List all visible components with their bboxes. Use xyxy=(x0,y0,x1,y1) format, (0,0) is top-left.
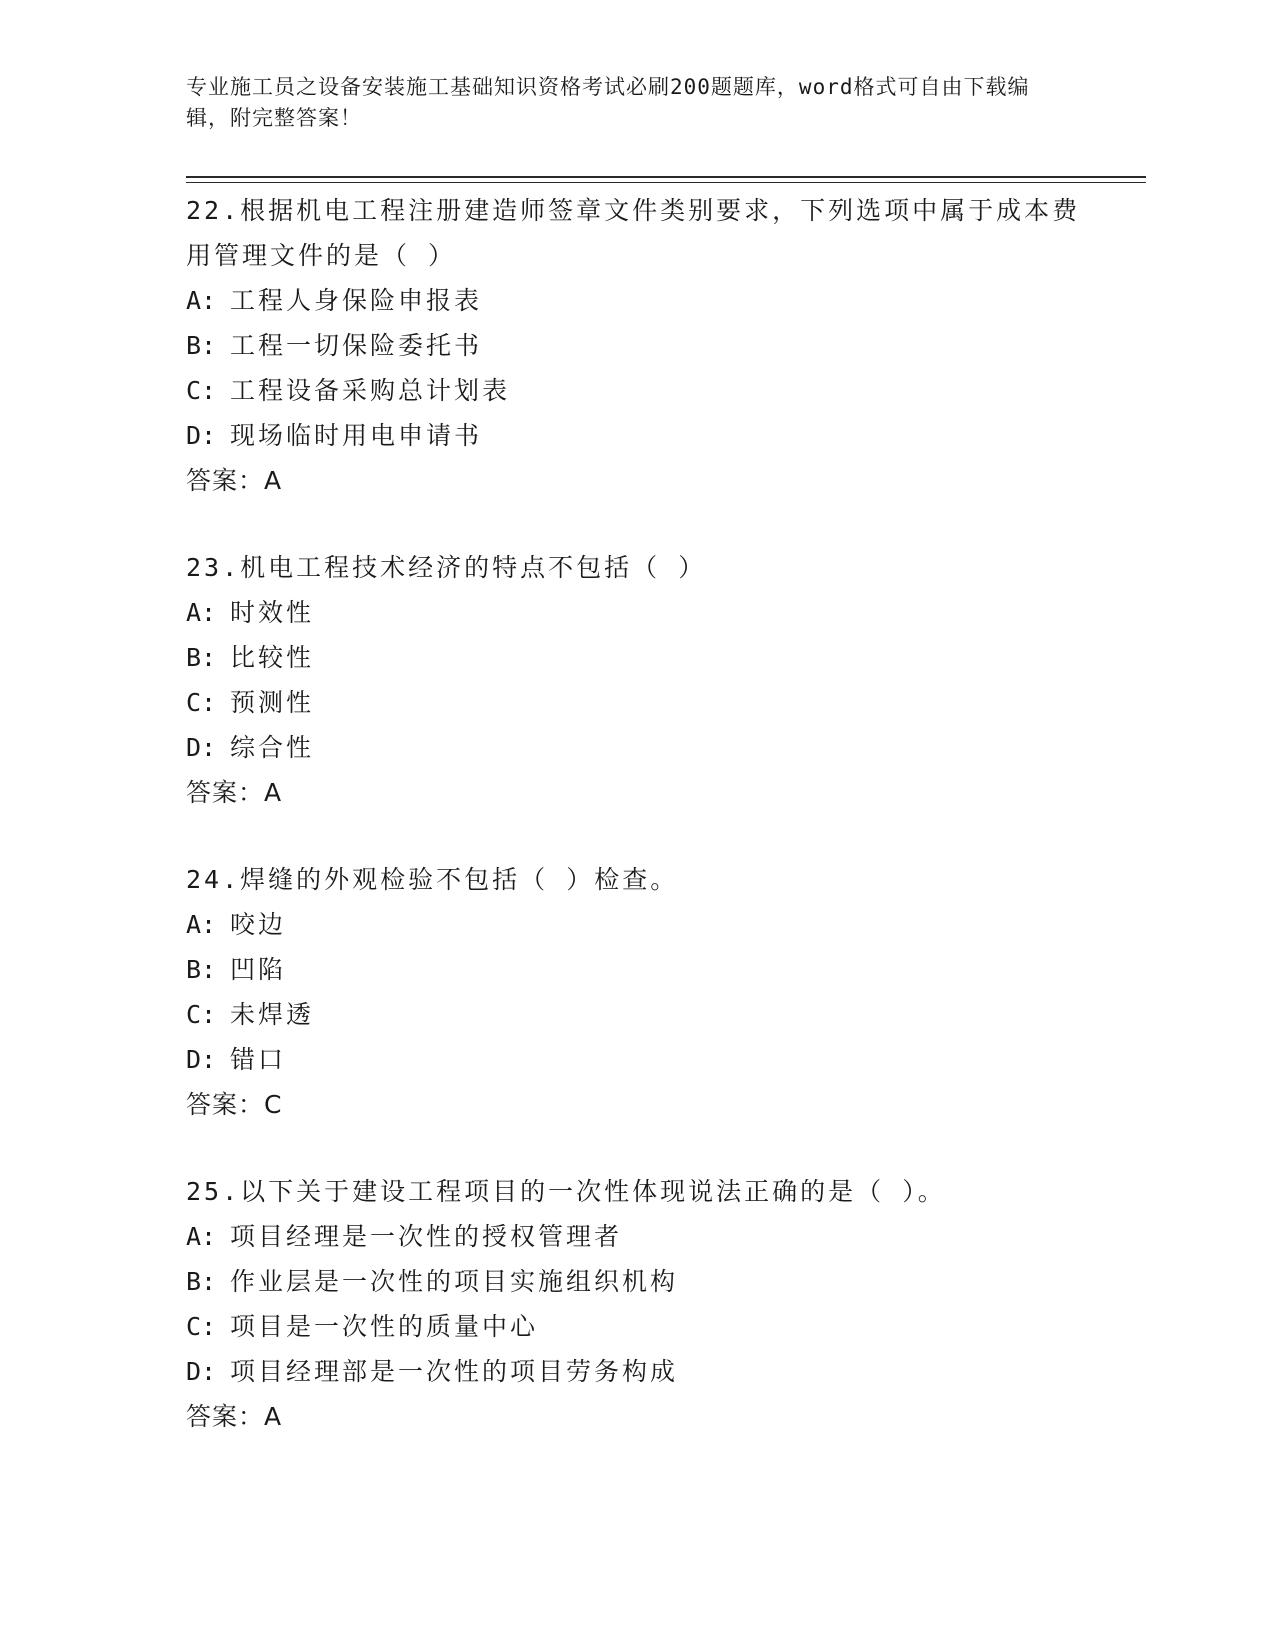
option-text: 错口 xyxy=(230,1045,287,1074)
question-stem: 22.根据机电工程注册建造师签章文件类别要求，下列选项中属于成本费用管理文件的是（ ） xyxy=(186,196,1081,270)
option-text: 未焊透 xyxy=(230,1000,315,1029)
question-stem: 23.机电工程技术经济的特点不包括（ ） xyxy=(186,553,707,582)
option-text: 工程一切保险委托书 xyxy=(230,331,483,360)
question-stem: 24.焊缝的外观检验不包括（ ）检查。 xyxy=(186,865,679,894)
question-stem: 25.以下关于建设工程项目的一次性体现说法正确的是（ ）。 xyxy=(186,1177,946,1206)
option-c xyxy=(186,1304,1086,1349)
answer-line: 答案：A xyxy=(186,1402,283,1431)
option-letter: C: xyxy=(186,376,217,405)
option-letter: C: xyxy=(186,1000,217,1029)
option-text: 项目经理部是一次性的项目劳务构成 xyxy=(230,1357,679,1386)
option-b xyxy=(186,323,1086,368)
option-letter: A: xyxy=(186,598,217,627)
question-25 xyxy=(186,1169,1086,1439)
header-divider-thin xyxy=(186,182,1146,183)
option-letter: D: xyxy=(186,1045,217,1074)
option-letter: D: xyxy=(186,421,217,450)
option-text: 现场临时用电申请书 xyxy=(230,421,483,450)
option-a xyxy=(186,902,1086,947)
option-text: 项目是一次性的质量中心 xyxy=(230,1312,539,1341)
option-text: 预测性 xyxy=(230,688,315,717)
option-a xyxy=(186,1214,1086,1259)
header-divider-thick xyxy=(186,176,1146,178)
option-letter: B: xyxy=(186,1267,217,1296)
option-d xyxy=(186,1349,1086,1394)
document-header: 专业施工员之设备安装施工基础知识资格考试必刷200题题库，word格式可自由下载编辑，附完整答案！ xyxy=(186,75,1030,130)
option-d xyxy=(186,413,1086,458)
option-letter: D: xyxy=(186,733,217,762)
question-list xyxy=(186,188,1086,1481)
option-b xyxy=(186,635,1086,680)
option-c xyxy=(186,992,1086,1037)
option-text: 作业层是一次性的项目实施组织机构 xyxy=(230,1267,679,1296)
option-letter: C: xyxy=(186,688,217,717)
option-letter: C: xyxy=(186,1312,217,1341)
question-23 xyxy=(186,545,1086,815)
option-text: 项目经理是一次性的授权管理者 xyxy=(230,1222,623,1251)
option-text: 凹陷 xyxy=(230,955,287,984)
answer-line: 答案：C xyxy=(186,1090,283,1119)
question-24 xyxy=(186,857,1086,1127)
option-letter: B: xyxy=(186,643,217,672)
option-text: 时效性 xyxy=(230,598,315,627)
option-d xyxy=(186,1037,1086,1082)
option-a xyxy=(186,278,1086,323)
option-b xyxy=(186,1259,1086,1304)
option-text: 比较性 xyxy=(230,643,315,672)
option-text: 综合性 xyxy=(230,733,315,762)
option-d xyxy=(186,725,1086,770)
option-text: 咬边 xyxy=(230,910,287,939)
option-letter: B: xyxy=(186,955,217,984)
option-letter: A: xyxy=(186,1222,217,1251)
option-letter: B: xyxy=(186,331,217,360)
option-c xyxy=(186,680,1086,725)
option-b xyxy=(186,947,1086,992)
option-a xyxy=(186,590,1086,635)
option-text: 工程人身保险申报表 xyxy=(230,286,483,315)
option-c xyxy=(186,368,1086,413)
option-letter: A: xyxy=(186,910,217,939)
question-22 xyxy=(186,188,1086,503)
option-text: 工程设备采购总计划表 xyxy=(230,376,511,405)
option-letter: A: xyxy=(186,286,217,315)
option-letter: D: xyxy=(186,1357,217,1386)
answer-line: 答案：A xyxy=(186,466,283,495)
answer-line: 答案：A xyxy=(186,778,283,807)
